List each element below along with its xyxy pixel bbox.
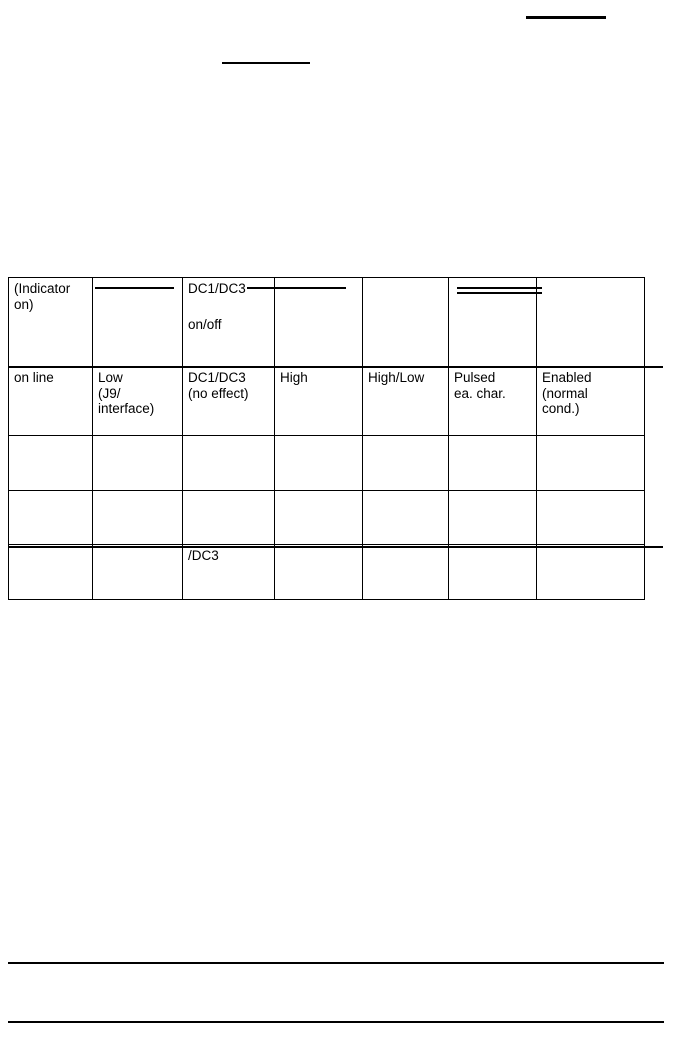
header-overline-4: [457, 292, 542, 294]
cell-indicator-on: (Indicator on): [9, 278, 93, 367]
cell-blank: [537, 436, 645, 491]
cell-blank: [537, 545, 645, 600]
status-table: [8, 277, 644, 600]
cell-high: High: [275, 367, 363, 436]
cell-blank: [449, 436, 537, 491]
cell-on-line: on line: [9, 367, 93, 436]
cell-header-blank-3: [363, 278, 449, 367]
cell-dc3: /DC3: [183, 545, 275, 600]
cell-enabled-normal-cond: Enabled (normal cond.): [537, 367, 645, 436]
cell-blank: [275, 545, 363, 600]
cell-blank: [93, 436, 183, 491]
table-crossing-rule-bottom: [8, 546, 663, 548]
cell-blank: [363, 491, 449, 545]
cell-blank: [449, 545, 537, 600]
footer-rule-top: [8, 962, 664, 964]
table-row: [9, 278, 645, 367]
cell-blank: [449, 491, 537, 545]
cell-blank: [9, 491, 93, 545]
cell-blank: [275, 491, 363, 545]
cell-pulsed-each-char: Pulsed ea. char.: [449, 367, 537, 436]
footer-rule-bottom: [8, 1021, 664, 1023]
header-overline-1: [95, 287, 174, 289]
table-row: [9, 491, 645, 545]
cell-header-blank-5: [537, 278, 645, 367]
cell-blank: [93, 545, 183, 600]
cell-blank: [183, 491, 275, 545]
cell-blank: [9, 436, 93, 491]
table-row: [9, 436, 645, 491]
cell-blank: [93, 491, 183, 545]
cell-blank: [537, 491, 645, 545]
upper-left-rule: [222, 62, 310, 64]
header-overline-2: [247, 287, 346, 289]
cell-header-dc1dc3: DC1/DC3 on/off: [183, 278, 275, 367]
cell-blank: [363, 545, 449, 600]
table-row: [9, 367, 645, 436]
cell-header-blank-4: [449, 278, 537, 367]
cell-blank: [275, 436, 363, 491]
cell-high-low: High/Low: [363, 367, 449, 436]
cell-header-blank-2: [275, 278, 363, 367]
cell-blank: [183, 436, 275, 491]
cell-header-blank-1: [93, 278, 183, 367]
cell-blank: [9, 545, 93, 600]
cell-dc1dc3-no-effect: DC1/DC3 (no effect): [183, 367, 275, 436]
table-crossing-rule-top: [8, 366, 663, 368]
cell-low-j9-interface: Low (J9/ interface): [93, 367, 183, 436]
top-right-rule: [526, 16, 606, 19]
cell-blank: [363, 436, 449, 491]
header-spacer: [188, 297, 270, 317]
header-overline-3: [457, 287, 542, 289]
table-row: [9, 545, 645, 600]
